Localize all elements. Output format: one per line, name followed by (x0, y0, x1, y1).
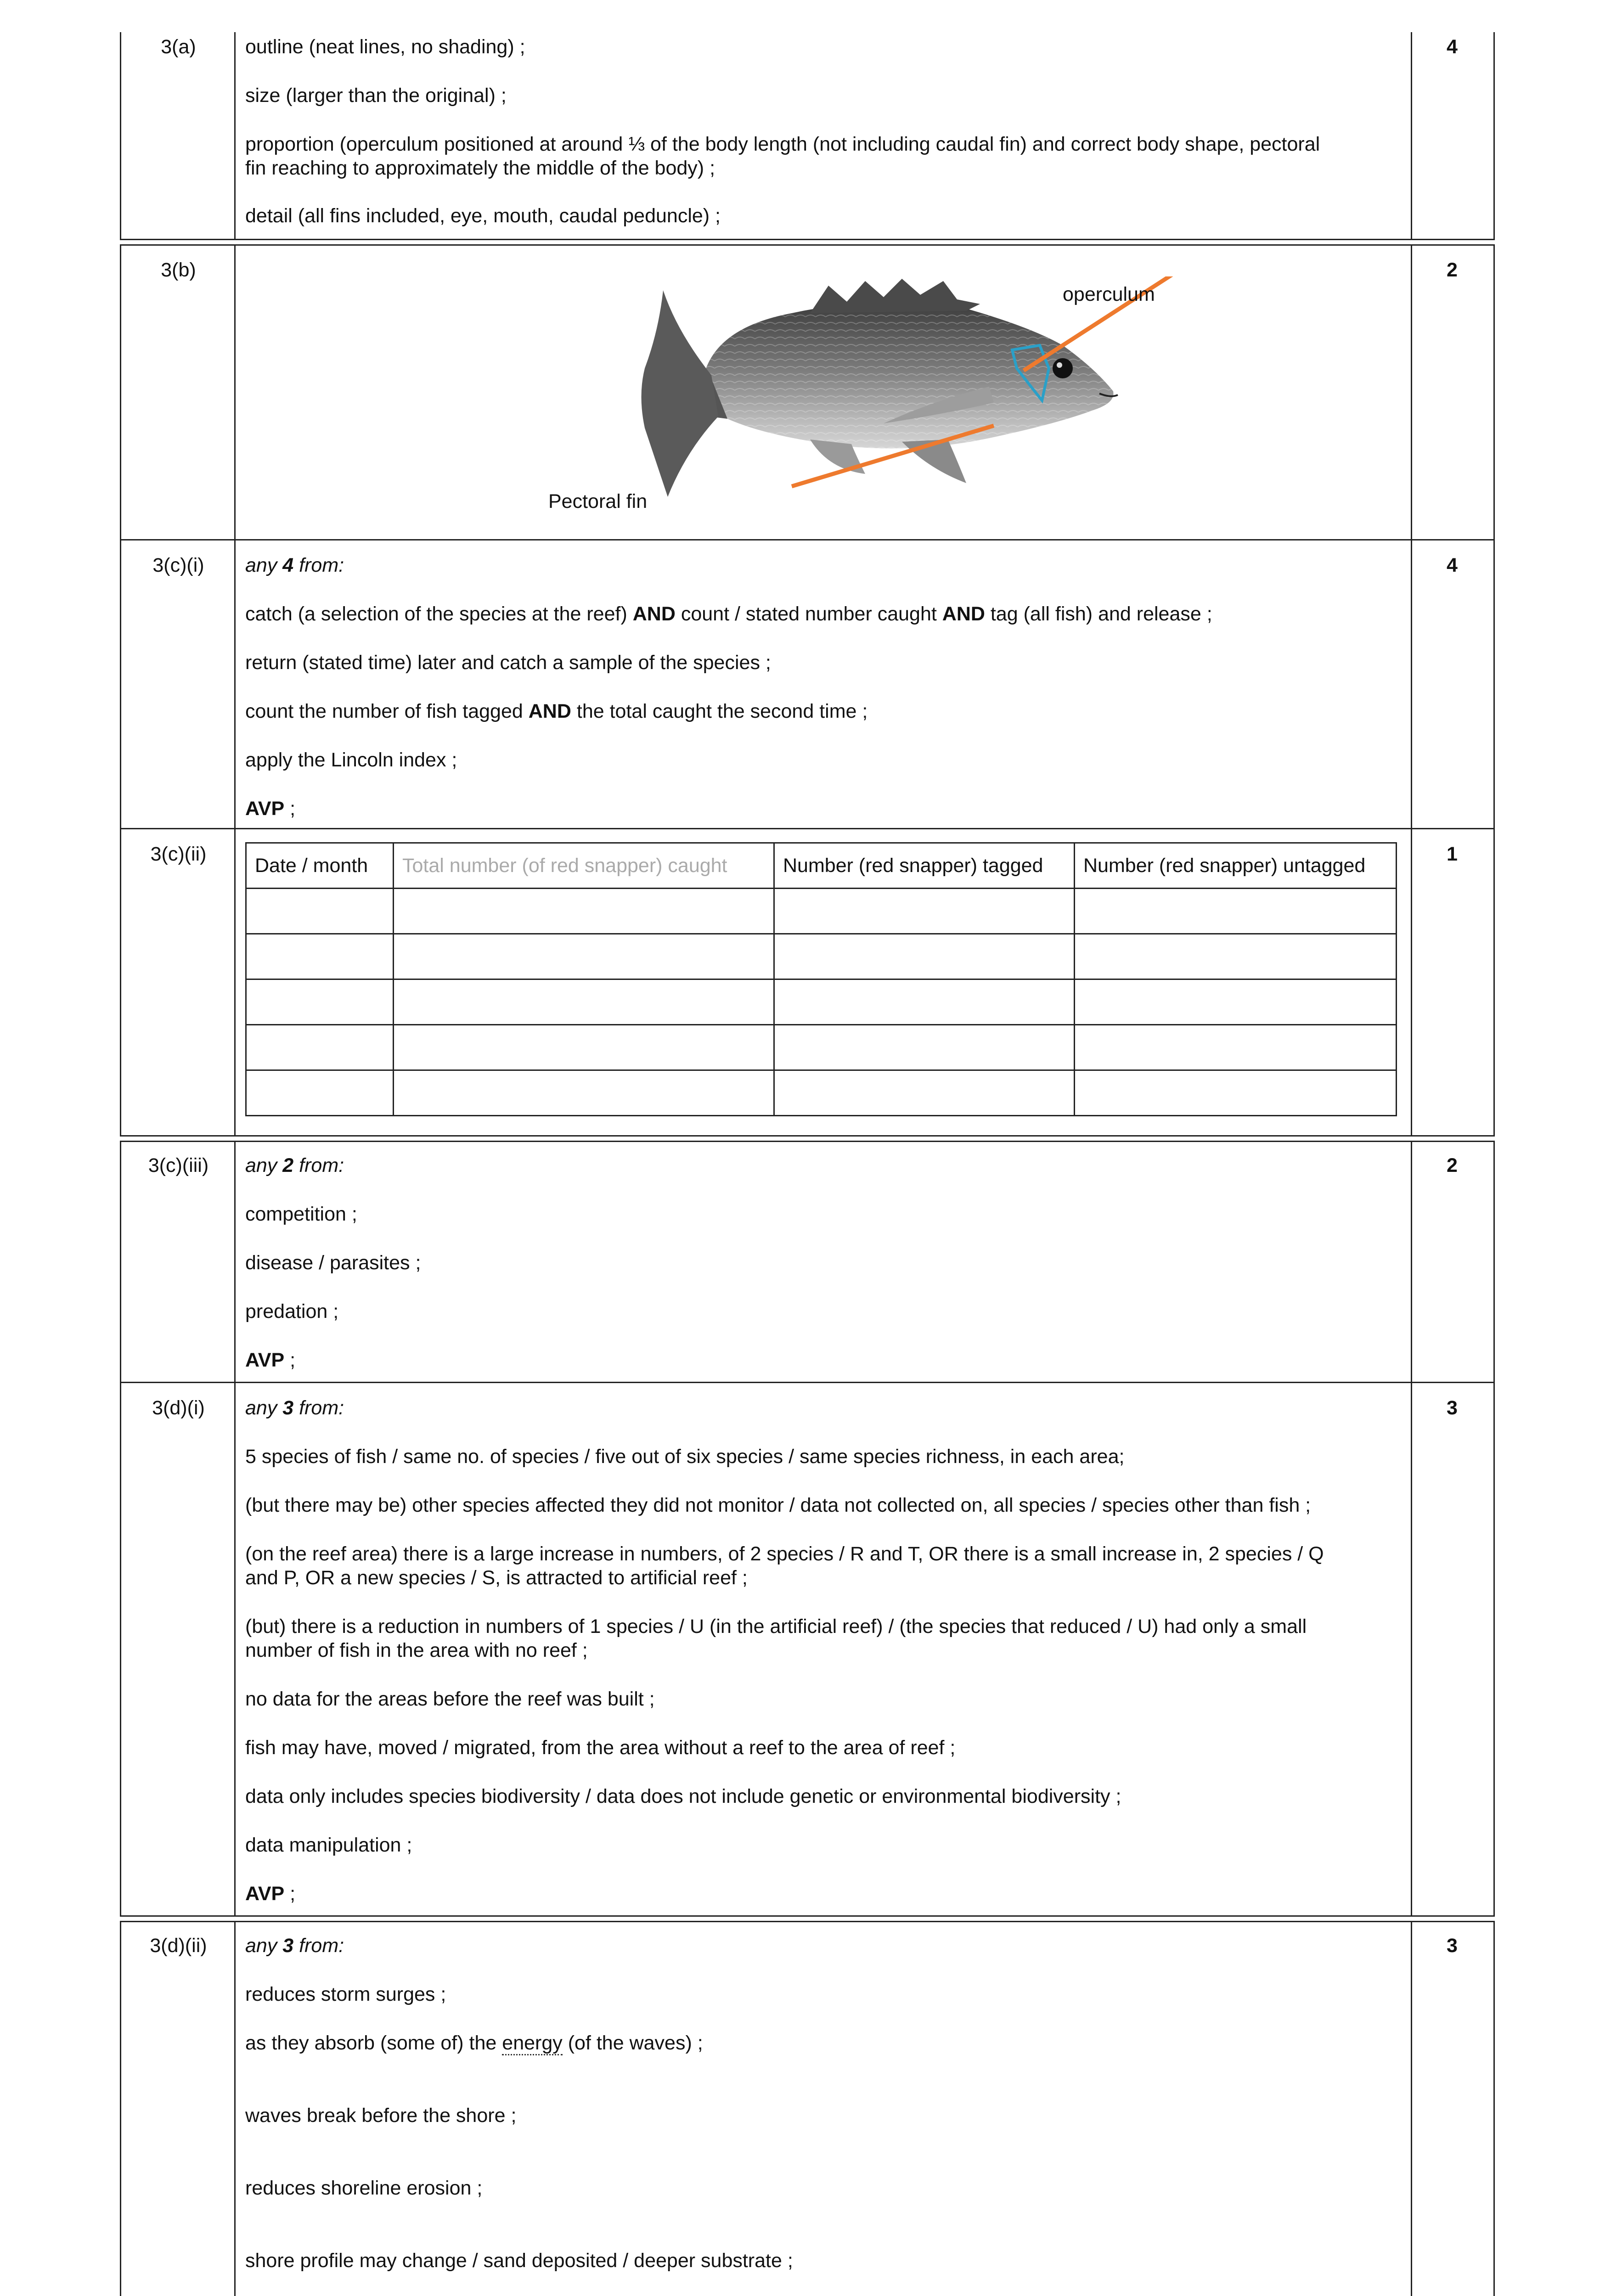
answer-line: (but) there is a reduction in numbers of 1 species / U (in the artificial reef) / (the species that reduced / U) had only a small (245, 1615, 1307, 1638)
row-3a (120, 32, 1495, 239)
avp-line: AVP ; (245, 1883, 296, 1905)
answer-line: (on the reef area) there is a large increase in numbers, of 2 species / R and T, OR there is a small increase in, 2 species / Q (245, 1543, 1324, 1565)
answer-line: apply the Lincoln index ; (245, 749, 457, 771)
avp-line: AVP ; (245, 1349, 296, 1371)
answer-line: size (larger than the original) ; (245, 84, 507, 107)
question-number: 3(c)(i) (152, 554, 204, 576)
marks: 3 (1447, 1935, 1458, 1957)
pectoral-fin-label: Pectoral fin (548, 490, 648, 512)
table-row (246, 889, 1397, 934)
answer-line: and P, OR a new species / S, is attracted to artificial reef ; (245, 1567, 748, 1589)
table-cell (774, 979, 1075, 1025)
marks: 3 (1447, 1397, 1458, 1419)
column-divider (1411, 829, 1412, 1135)
row-3di (120, 1382, 1495, 1915)
ventral-fin (902, 439, 966, 483)
table-row (246, 979, 1397, 1025)
answer-intro: any 3 from: (245, 1397, 344, 1419)
answer-line: predation ; (245, 1300, 339, 1322)
answer-line: outline (neat lines, no shading) ; (245, 36, 525, 58)
table-cell (394, 1025, 774, 1070)
row-separator (120, 1915, 1495, 1917)
marks: 4 (1447, 554, 1458, 576)
answer-intro: any 4 from: (245, 554, 344, 576)
fish-body (691, 303, 1114, 448)
operculum-label: operculum (1063, 283, 1155, 305)
marks: 1 (1447, 843, 1458, 865)
table-header-cell: Date / month (246, 843, 394, 889)
row-3ciii (120, 1141, 1495, 1383)
answer-line: fish may have, moved / migrated, from the area without a reef to the area of reef ; (245, 1737, 956, 1759)
answer-line: proportion (operculum positioned at around ⅓ of the body length (not including caudal fin) and correct body shape, pectoral (245, 133, 1320, 155)
row-separator (120, 1135, 1495, 1137)
answer-line: count the number of fish tagged AND the total caught the second time ; (245, 700, 868, 722)
answer-line: (but there may be) other species affected they did not monitor / data not collected on, all species / species other than fish ; (245, 1494, 1311, 1516)
answer-line: data manipulation ; (245, 1834, 412, 1856)
column-divider (234, 829, 236, 1135)
table-row (246, 1070, 1397, 1116)
answer-intro: any 2 from: (245, 1154, 344, 1176)
fish-eye (1053, 358, 1073, 378)
table-cell (246, 934, 394, 979)
question-number: 3(c)(iii) (148, 1154, 209, 1176)
table-cell (774, 889, 1075, 934)
table-cell (774, 1070, 1075, 1116)
table-cell (1075, 1070, 1397, 1116)
question-number: 3(c)(ii) (150, 843, 207, 865)
column-divider (1411, 540, 1412, 829)
avp-line: AVP ; (245, 798, 296, 820)
question-number: 3(a) (161, 36, 196, 58)
column-divider (1411, 1921, 1412, 2296)
table-cell (394, 1070, 774, 1116)
table-row (246, 1025, 1397, 1070)
table-cell (246, 1070, 394, 1116)
answer-line: no data for the areas before the reef was built ; (245, 1688, 655, 1710)
results-table (245, 842, 1397, 1116)
table-header-cell: Number (red snapper) tagged (774, 843, 1075, 889)
table-cell (394, 934, 774, 979)
column-divider (1411, 244, 1412, 540)
column-divider (1411, 32, 1412, 239)
column-divider (234, 244, 236, 540)
answer-line: as they absorb (some of) the energy (of the waves) ; (245, 2031, 1403, 2055)
answer-line: fin reaching to approximately the middle of the body) ; (245, 157, 715, 179)
column-divider (1411, 1383, 1412, 1915)
caudal-fin (642, 290, 719, 497)
row-3cii (120, 828, 1495, 1135)
question-number: 3(b) (161, 259, 196, 281)
table-cell (1075, 934, 1397, 979)
question-number: 3(d)(ii) (150, 1935, 207, 1957)
answer-intro: any 3 from: (245, 1935, 344, 1957)
answer-line: data only includes species biodiversity / data does not include genetic or environmental biodiversity ; (245, 1785, 1121, 1807)
table-cell (1075, 979, 1397, 1025)
row-3dii (120, 1921, 1495, 2296)
table-row (246, 934, 1397, 979)
table-header-cell: Total number (of red snapper) caught (394, 843, 774, 889)
answer-line: 5 species of fish / same no. of species / five out of six species / same species richness, in each area; (245, 1446, 1125, 1468)
marks: 2 (1447, 259, 1458, 281)
table-header-row (246, 843, 1397, 889)
column-divider (234, 32, 236, 239)
answer-line: detail (all fins included, eye, mouth, caudal peduncle) ; (245, 205, 721, 227)
table-cell (246, 1025, 394, 1070)
answer-line: disease / parasites ; (245, 1252, 421, 1274)
answer-line: competition ; (245, 1203, 357, 1225)
table-cell (774, 1025, 1075, 1070)
column-divider (234, 540, 236, 829)
row-separator (120, 239, 1495, 240)
table-cell (394, 889, 774, 934)
answer-line: return (stated time) later and catch a sample of the species ; (245, 652, 771, 674)
marks: 2 (1447, 1154, 1458, 1176)
column-divider (234, 1921, 236, 2296)
fish-illustration (553, 276, 1242, 515)
row-3ci (120, 539, 1495, 829)
table-cell (246, 889, 394, 934)
row-3b (120, 244, 1495, 540)
table-header-cell: Number (red snapper) untagged (1075, 843, 1397, 889)
answer-line: shore profile may change / sand deposited / deeper substrate ; (245, 2250, 793, 2272)
answer-line: waves break before the shore ; (245, 2105, 517, 2127)
question-number: 3(d)(i) (152, 1397, 205, 1419)
marks: 4 (1447, 36, 1458, 58)
answer-line: number of fish in the area with no reef ; (245, 1639, 588, 1661)
dorsal-fin (810, 279, 980, 313)
column-divider (234, 1383, 236, 1915)
table-cell (394, 979, 774, 1025)
answer-line: reduces storm surges ; (245, 1983, 446, 2005)
table-cell (1075, 1025, 1397, 1070)
answer-line: reduces shoreline erosion ; (245, 2177, 483, 2199)
table-cell (774, 934, 1075, 979)
table-cell (1075, 889, 1397, 934)
table-cell (246, 979, 394, 1025)
answer-line: catch (a selection of the species at the reef) AND count / stated number caught AND tag (all fish) and release ; (245, 603, 1212, 625)
